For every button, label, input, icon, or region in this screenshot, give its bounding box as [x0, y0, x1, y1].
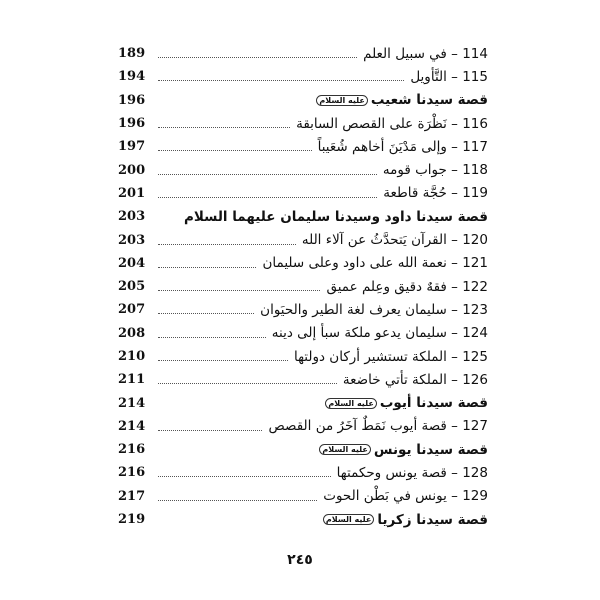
dot-leader [158, 150, 312, 151]
dot-leader [158, 313, 254, 314]
toc-title-text: 126 – الملكة تأتي خاضعة [342, 371, 488, 388]
toc-entry-title [383, 162, 488, 178]
toc-entry-title [337, 465, 488, 481]
toc-entry [118, 182, 488, 205]
dot-leader [158, 383, 337, 384]
toc-page-number: 204 [118, 255, 146, 271]
toc-title-text: 118 – جواب قومه [382, 162, 488, 179]
toc-entry-title [343, 372, 488, 388]
toc-entry-title [268, 418, 488, 434]
toc-entry-title [383, 185, 488, 201]
toc-title-text: 114 – في سبيل العلم [363, 45, 488, 62]
toc-entry [118, 42, 488, 65]
toc-entry [118, 112, 488, 135]
honorific-glyph: عليه السلام [323, 514, 374, 525]
dot-leader [158, 244, 296, 245]
honorific-glyph: عليه السلام [325, 398, 376, 409]
toc-title-text: 124 – سليمان يدعو ملكة سبأ إلى دينه [271, 325, 488, 342]
toc-entry-title [260, 302, 488, 318]
table-of-contents [118, 42, 488, 531]
dot-leader [158, 174, 377, 175]
dot-leader [158, 337, 266, 338]
toc-page-number: 219 [118, 512, 146, 528]
toc-title-text: 122 – فقهٌ دقيق وعِلم عميق [326, 278, 488, 295]
toc-page-number: 203 [118, 232, 146, 248]
page-number: ٢٤٥ [287, 552, 313, 568]
toc-title-text: 121 – نعمة الله على داود وعلى سليمان [262, 255, 488, 272]
toc-entry [118, 65, 488, 88]
toc-title-text: 128 – قصة يونس وحكمتها [336, 464, 488, 481]
toc-title-text: 129 – يونس في بَطْن الحوت [323, 488, 488, 505]
honorific-glyph: عليه السلام [316, 95, 367, 106]
toc-title-text: 115 – التَّأويل [410, 68, 488, 85]
toc-page-number: 196 [118, 92, 146, 108]
dot-leader [158, 500, 317, 501]
toc-entry-title [326, 279, 488, 295]
toc-entry-title [294, 349, 488, 365]
toc-entry [118, 461, 488, 484]
dot-leader [158, 57, 357, 58]
honorific-glyph: عليه السلام [319, 444, 370, 455]
toc-entry [118, 135, 488, 158]
toc-page-number: 208 [118, 325, 146, 341]
toc-entry [118, 158, 488, 181]
toc-page-number: 214 [118, 418, 146, 434]
dot-leader [158, 290, 320, 291]
toc-page-number: 205 [118, 279, 146, 295]
dot-leader [158, 267, 256, 268]
toc-entry-title [410, 69, 488, 85]
toc-entry-title [316, 92, 488, 108]
toc-page-number: 216 [118, 465, 146, 481]
toc-page-number: 197 [118, 139, 146, 155]
toc-title-text: 117 – وإلى مَدْيَنَ أخاهم شُعَيباً [317, 138, 488, 155]
toc-title-text: 119 – حُجَّة قاطعة [383, 185, 488, 202]
dot-leader [158, 476, 331, 477]
toc-entry-title [318, 139, 488, 155]
toc-entry [118, 228, 488, 251]
toc-page-number: 201 [118, 185, 146, 201]
toc-page-number: 200 [118, 162, 146, 178]
dot-leader [158, 360, 288, 361]
toc-entry-title [262, 255, 488, 271]
toc-title-text: 120 – القرآن يَتحدَّثُ عن آلاء الله [301, 232, 488, 249]
toc-entry [118, 485, 488, 508]
dot-leader [158, 80, 404, 81]
toc-section-heading [118, 438, 488, 461]
toc-entry [118, 322, 488, 345]
toc-title-text: 123 – سليمان يعرف لغة الطير والحيَوان [260, 301, 488, 318]
toc-entry-title [325, 395, 488, 411]
toc-entry [118, 252, 488, 275]
toc-entry [118, 345, 488, 368]
toc-page-number: 196 [118, 116, 146, 132]
toc-title-text: 125 – الملكة تستشير أركان دولتها [293, 348, 488, 365]
toc-page-number: 214 [118, 395, 146, 411]
toc-entry [118, 368, 488, 391]
toc-section-heading [118, 391, 488, 414]
toc-title-text: 116 – نَظْرَة على القصص السابقة [296, 115, 488, 132]
toc-title-text: قصة سيدنا زكريا [377, 511, 488, 528]
toc-page-number: 194 [118, 69, 146, 85]
dot-leader [158, 430, 262, 431]
toc-section-heading [118, 205, 488, 228]
toc-page-number: 211 [118, 372, 146, 388]
toc-entry-title [323, 488, 488, 504]
toc-entry-title [302, 232, 488, 248]
toc-page-number: 207 [118, 302, 146, 318]
toc-section-heading [118, 508, 488, 531]
toc-entry-title [319, 442, 488, 458]
toc-title-text: 127 – قصة أيوب نَمَطٌ آخَرُ من القصص [268, 418, 488, 435]
toc-title-text: قصة سيدنا داود وسيدنا سليمان عليهما السلام [183, 208, 488, 225]
dot-leader [158, 197, 377, 198]
toc-title-text: قصة سيدنا أيوب [379, 395, 488, 412]
toc-entry [118, 275, 488, 298]
toc-entry-title [323, 512, 488, 528]
toc-page-number: 203 [118, 209, 146, 225]
toc-entry [118, 298, 488, 321]
toc-section-heading [118, 89, 488, 112]
toc-page-number: 210 [118, 349, 146, 364]
toc-page-number: 216 [118, 442, 146, 458]
dot-leader [158, 127, 290, 128]
toc-entry-title [272, 325, 488, 341]
toc-entry [118, 415, 488, 438]
toc-entry-title [363, 46, 488, 62]
toc-entry-title [296, 116, 488, 132]
toc-entry-title [184, 209, 488, 225]
toc-title-text: قصة سيدنا يونس [373, 441, 488, 458]
toc-title-text: قصة سيدنا شعيب [370, 92, 488, 109]
toc-page-number: 217 [118, 488, 146, 504]
toc-page-number: 189 [118, 46, 146, 62]
